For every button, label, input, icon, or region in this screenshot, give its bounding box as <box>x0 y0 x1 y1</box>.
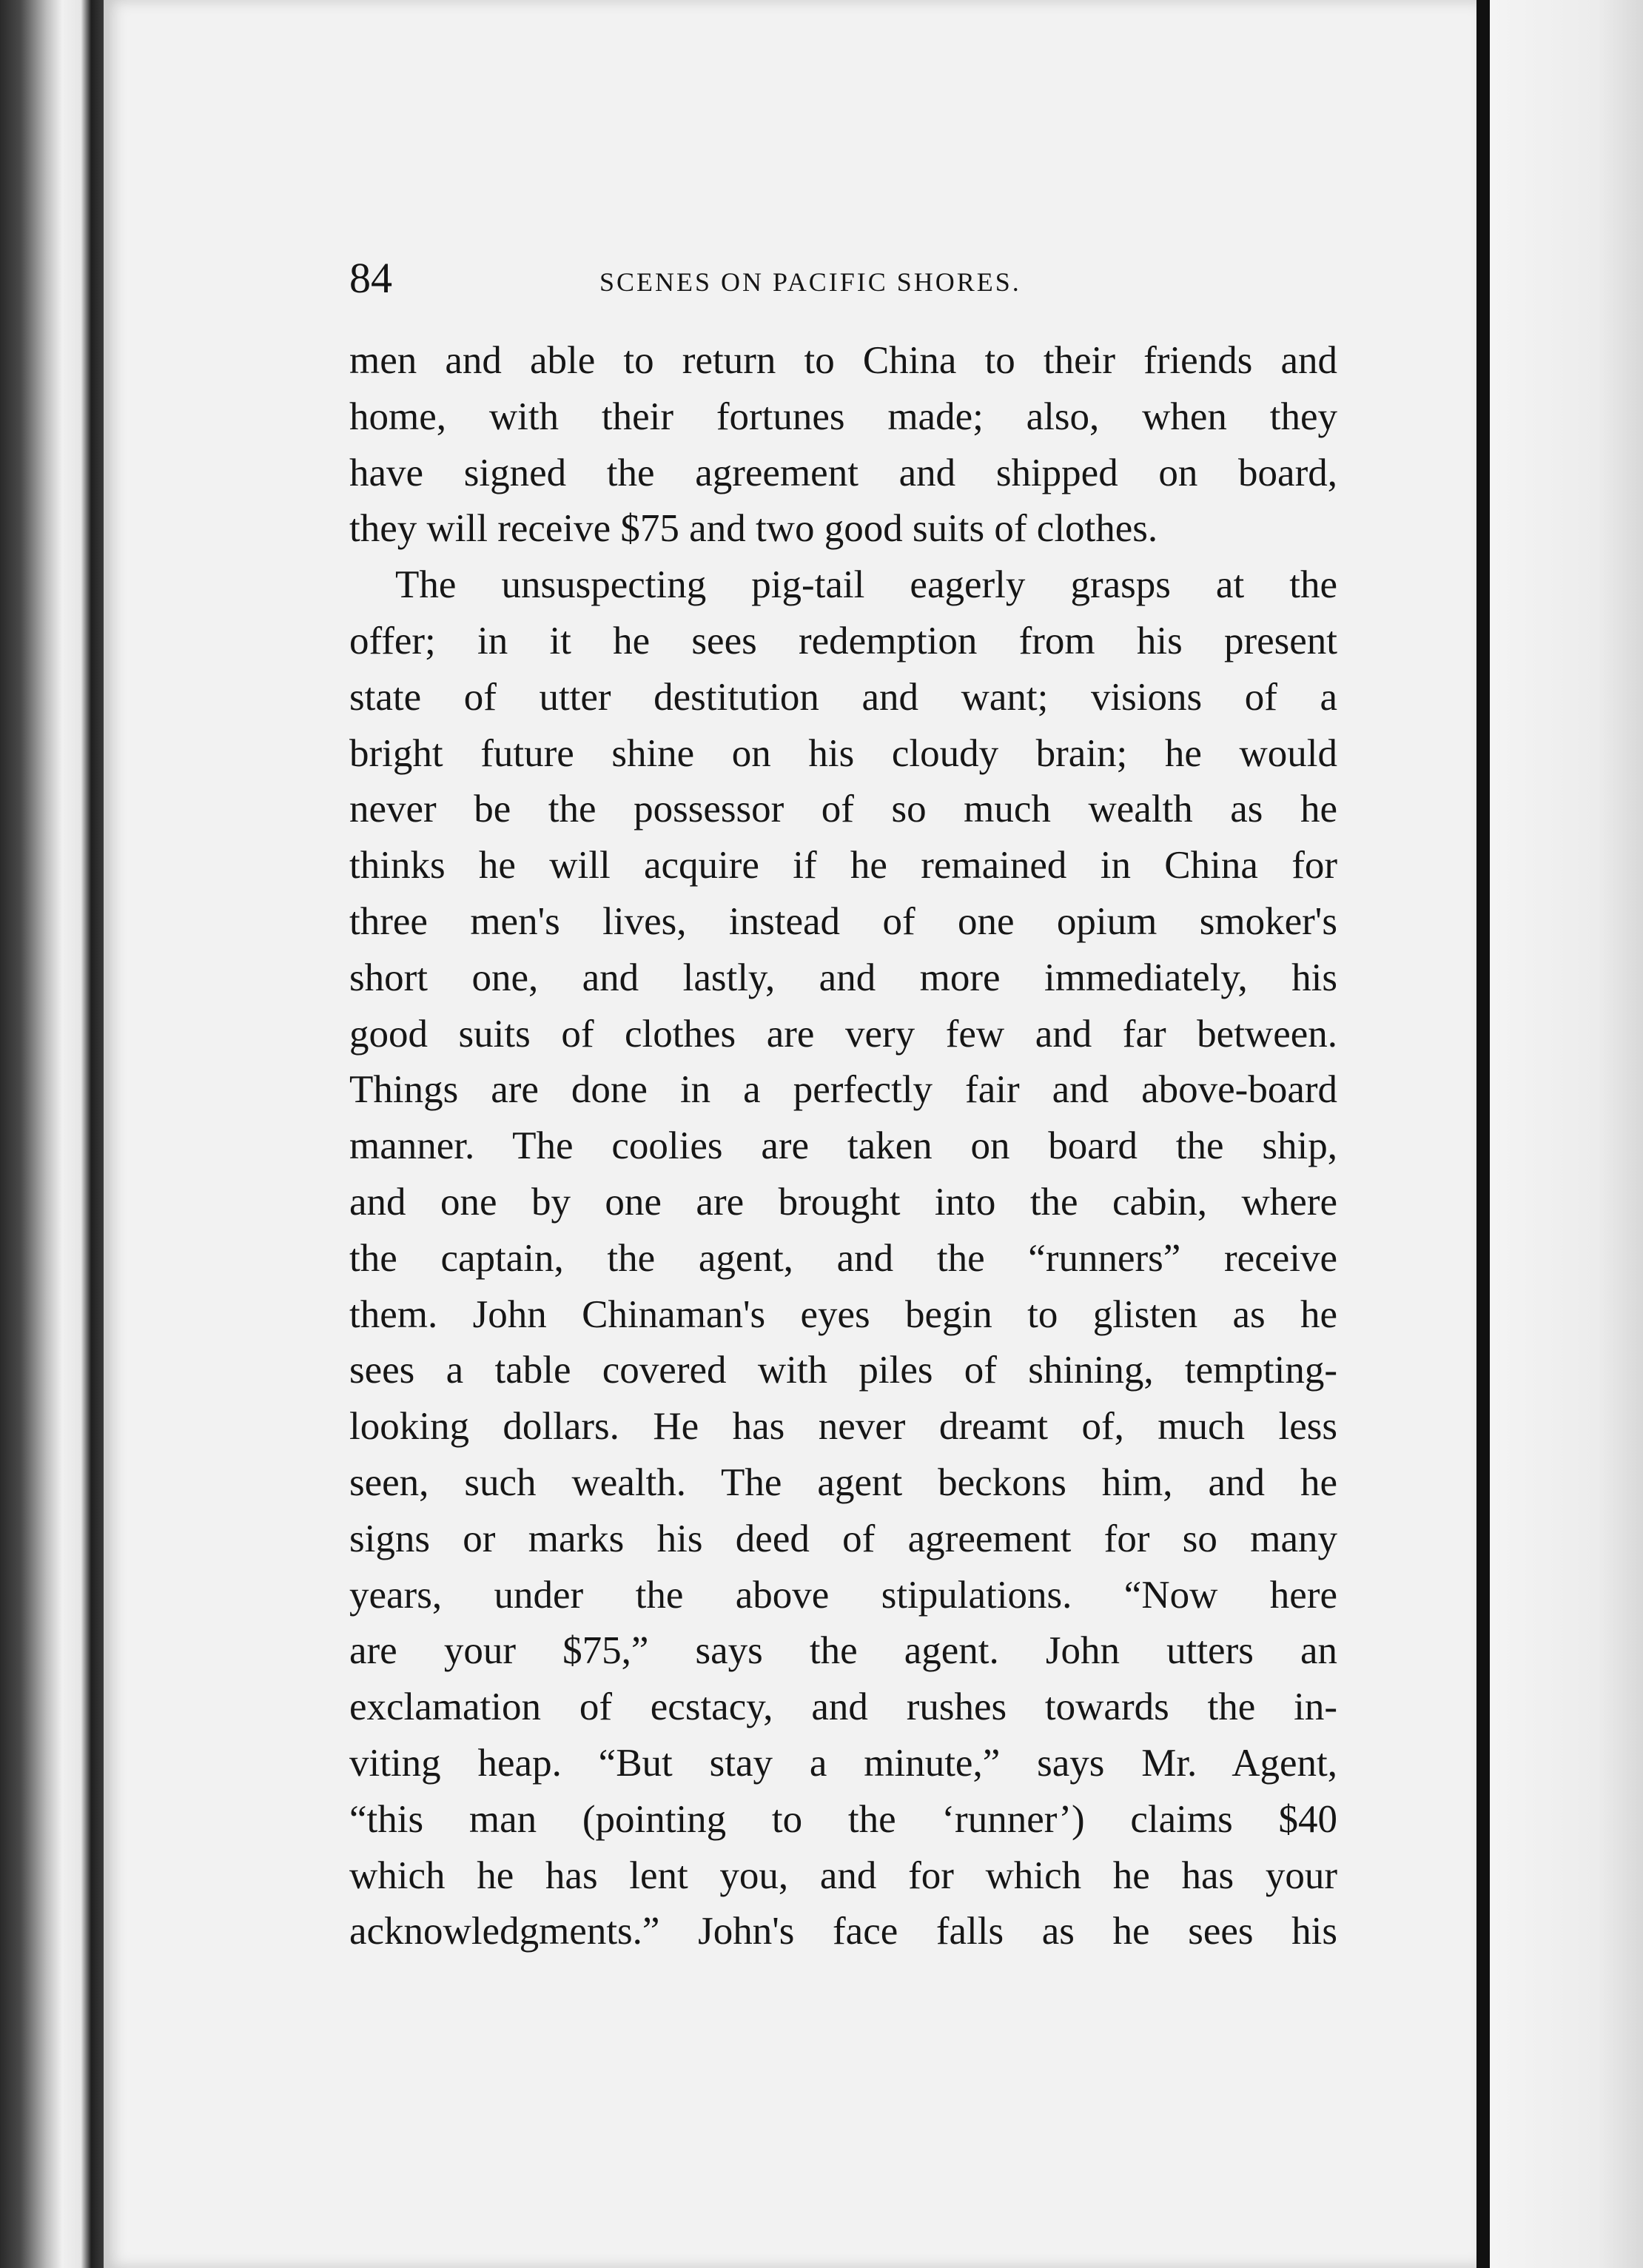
running-head <box>349 249 1341 308</box>
text-line: them. John Chinaman's eyes begin to glisten as he <box>349 1292 1337 1336</box>
text-line: home, with their fortunes made; also, when they <box>349 395 1337 438</box>
text-line: “this man (pointing to the ‘runner’) claims $40 <box>349 1797 1337 1841</box>
text-line: have signed the agreement and shipped on board, <box>349 451 1337 494</box>
text-line: good suits of clothes are very few and far between. <box>349 1012 1337 1056</box>
scan-left-edge <box>0 0 104 2268</box>
text-line: looking dollars. He has never dreamt of, much less <box>349 1405 1337 1449</box>
text-line: offer; in it he sees redemption from his present <box>349 619 1337 662</box>
text-line: signs or marks his deed of agreement for so many <box>349 1517 1337 1560</box>
body-text <box>349 333 1337 1960</box>
text-line: exclamation of ecstacy, and rushes towards the in- <box>349 1685 1337 1729</box>
page-gutter-line <box>1476 0 1490 2268</box>
text-line: sees a table covered with piles of shining, tempting- <box>349 1349 1337 1392</box>
text-line: are your $75,” says the agent. John utters an <box>349 1629 1337 1673</box>
text-line: and one by one are brought into the cabin, where <box>349 1180 1337 1224</box>
text-line: The unsuspecting pig-tail eagerly grasps at the <box>395 563 1337 607</box>
text-line: Things are done in a perfectly fair and above-board <box>349 1068 1337 1112</box>
text-line: men and able to return to China to their friends and <box>349 339 1337 382</box>
facing-page-edge <box>1490 0 1643 2268</box>
text-line: they will receive $75 and two good suits of clothes. <box>349 507 1158 551</box>
text-line: never be the possessor of so much wealth as he <box>349 788 1337 831</box>
text-line: which he has lent you, and for which he has your <box>349 1853 1337 1897</box>
text-line: the captain, the agent, and the “runners” receive <box>349 1236 1337 1280</box>
text-line: acknowledgments.” John's face falls as he sees his <box>349 1910 1337 1953</box>
text-line: short one, and lastly, and more immediately, his <box>349 956 1337 999</box>
text-line: state of utter destitution and want; visions of a <box>349 675 1337 719</box>
text-line: manner. The coolies are taken on board the ship, <box>349 1124 1337 1168</box>
text-line: seen, such wealth. The agent beckons him, and he <box>349 1460 1337 1504</box>
text-line: thinks he will acquire if he remained in China for <box>349 844 1337 888</box>
text-line: bright future shine on his cloudy brain; he would <box>349 731 1337 775</box>
running-title: SCENES ON PACIFIC SHORES. <box>599 267 1021 297</box>
page-number: 84 <box>349 254 392 302</box>
text-line: years, under the above stipulations. “Now here <box>349 1573 1337 1617</box>
text-line: viting heap. “But stay a minute,” says Mr. Agent, <box>349 1741 1337 1785</box>
text-line: three men's lives, instead of one opium smoker's <box>349 899 1337 943</box>
